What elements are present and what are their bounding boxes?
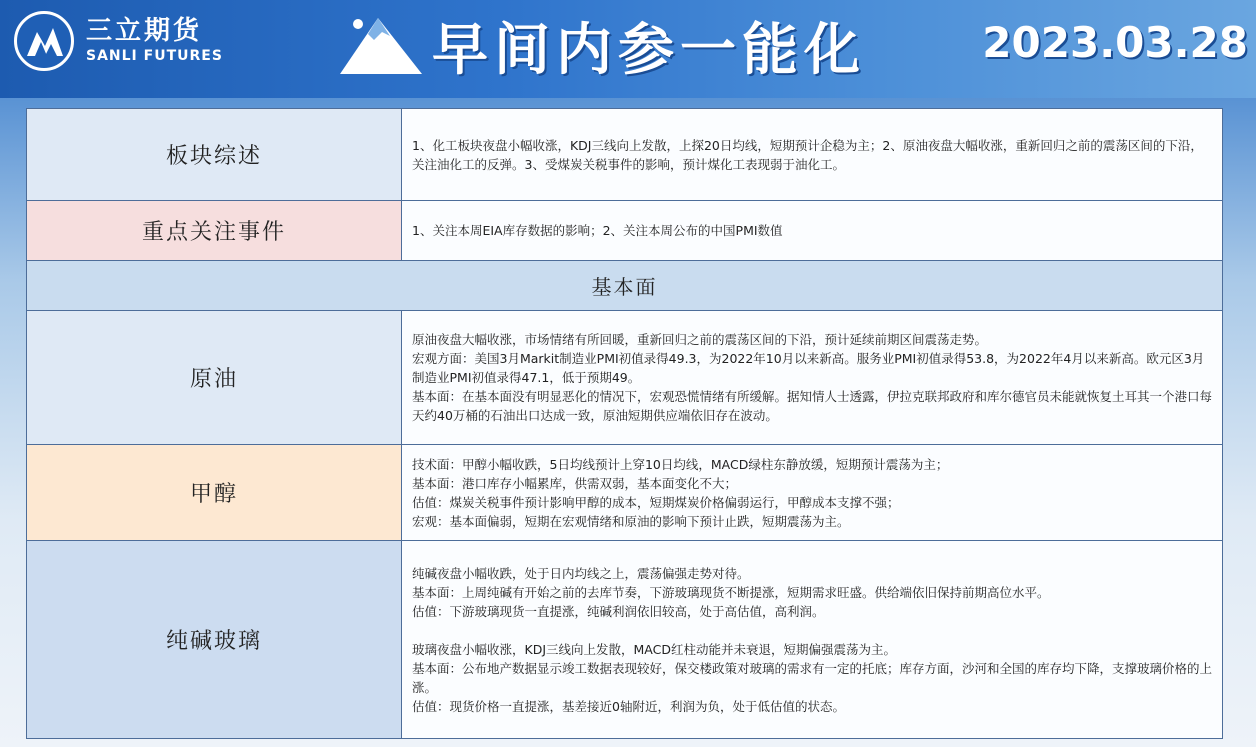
crude-line: 宏观方面：美国3月Markit制造业PMI初值录得49.3，为2022年10月以来新高。服务业PMI初值录得53.8，为2022年4月以来新高。欧元区3月制造业PMI初值录得47.1，低于预期49。: [412, 351, 1205, 385]
row-label-focus: 重点关注事件: [27, 201, 402, 261]
soda-line: 纯碱夜盘小幅收跌，处于日内均线之上，震荡偏强走势对待。: [412, 565, 750, 581]
soda-line: 估值：下游玻璃现货一直提涨，纯碱利润依旧较高，处于高估值，高利润。: [412, 603, 825, 619]
methanol-line: 基本面：港口库存小幅累库，供需双弱，基本面变化不大；: [412, 475, 738, 491]
report-title: 早间内参一能化: [432, 18, 866, 83]
row-label-overview: 板块综述: [27, 109, 402, 201]
crude-line: 原油夜盘大幅收涨，市场情绪有所回暖，重新回归之前的震荡区间的下沿，预计延续前期区间震荡走势。: [412, 332, 988, 347]
focus-text: 1、关注本周EIA库存数据的影响；2、关注本周公布的中国PMI数值: [412, 223, 783, 238]
table-row-crude: [27, 311, 1223, 445]
mountain-icon: [338, 10, 424, 80]
crude-line: 基本面：在基本面没有明显恶化的情况下，宏观恐慌情绪有所缓解。据知情人士透露，伊拉克联邦政府和库尔德官员未能就恢复土耳其一个港口每天约40万桶的石油出口达成一致，原油短期供应端依旧存在波动。: [412, 389, 1213, 423]
row-content-soda-glass: [402, 541, 1223, 739]
table-row-overview: [27, 109, 1223, 201]
company-name-en: SANLI FUTURES: [86, 48, 223, 64]
row-content-methanol: [402, 445, 1223, 541]
overview-text: 1、化工板块夜盘小幅收涨，KDJ三线向上发散，上探20日均线，短期预计企稳为主；2、原油夜盘大幅收涨，重新回归之前的震荡区间的下沿，关注油化工的反弹。3、受煤炭关税事件的影响，预计煤化工表现弱于油化工。: [412, 137, 1203, 172]
table-row-methanol: [27, 445, 1223, 541]
paragraph-gap: [412, 621, 1212, 640]
table-row-section-header: [27, 261, 1223, 311]
section-header-fundamentals: 基本面: [27, 261, 1223, 311]
table-row-focus: [27, 201, 1223, 261]
row-content-focus: [402, 201, 1223, 261]
report-date: 2023.03.28: [982, 18, 1248, 67]
row-label-methanol: 甲醇: [27, 445, 402, 541]
row-label-crude: 原油: [27, 311, 402, 445]
company-logo-icon: [14, 11, 74, 71]
row-label-soda-glass: 纯碱玻璃: [27, 541, 402, 739]
methanol-line: 宏观：基本面偏弱，短期在宏观情绪和原油的影响下预计止跌，短期震荡为主。: [412, 513, 850, 529]
glass-line: 玻璃夜盘小幅收涨，KDJ三线向上发散，MACD红柱动能并未衰退，短期偏强震荡为主。: [412, 641, 896, 657]
soda-line: 基本面：上周纯碱有开始之前的去库节奏，下游玻璃现货不断提涨，短期需求旺盛。供给端依旧保持前期高位水平。: [412, 584, 1050, 600]
methanol-line: 估值：煤炭关税事件预计影响甲醇的成本，短期煤炭价格偏弱运行，甲醇成本支撑不强；: [412, 494, 900, 510]
table-row-soda-glass: [27, 541, 1223, 739]
row-content-crude: [402, 311, 1223, 445]
header-banner: [0, 0, 1256, 98]
glass-line: 估值：现货价格一直提涨，基差接近0轴附近，利润为负，处于低估值的状态。: [412, 698, 845, 714]
glass-line: 基本面：公布地产数据显示竣工数据表现较好，保交楼政策对玻璃的需求有一定的托底；库存方面，沙河和全国的库存均下降，支撑玻璃价格的上涨。: [412, 660, 1213, 695]
methanol-line: 技术面：甲醇小幅收跌，5日均线预计上穿10日均线，MACD绿柱东静放缓，短期预计震荡为主；: [412, 456, 949, 472]
company-name: 三立期货: [86, 16, 203, 46]
report-table: [26, 108, 1223, 739]
row-content-overview: [402, 109, 1223, 201]
